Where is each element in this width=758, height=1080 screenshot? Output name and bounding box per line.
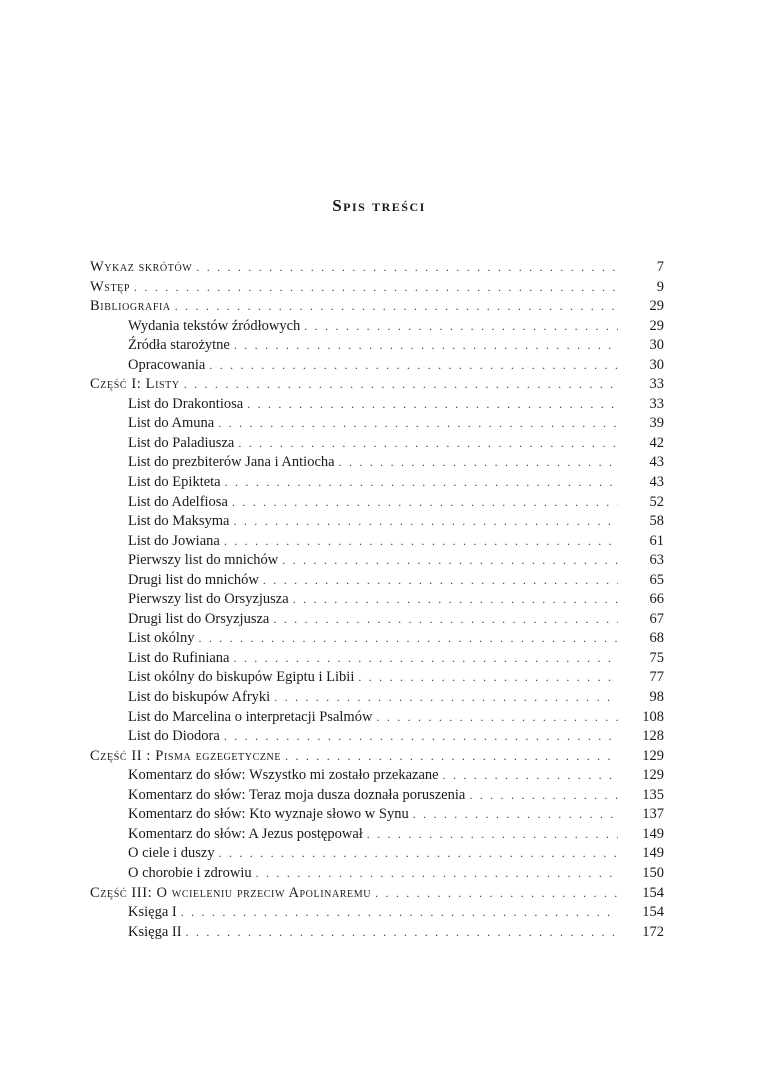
dot-leader: [224, 532, 618, 552]
dot-leader: [285, 747, 618, 767]
toc-entry[interactable]: [90, 668, 664, 688]
toc-entry-label: List do biskupów Afryki: [128, 689, 271, 706]
toc-page-number: 135: [642, 786, 664, 803]
dot-leader: [134, 278, 618, 298]
toc-entry-label: List do Epikteta: [128, 474, 221, 491]
dot-leader: [232, 493, 618, 513]
dot-leader: [274, 688, 618, 708]
toc-entry-label: List okólny do biskupów Egiptu i Libii: [128, 669, 355, 686]
toc-page-number: 65: [649, 571, 664, 588]
dot-leader: [273, 610, 618, 630]
toc-entry-label: Wydania tekstów źródłowych: [128, 317, 301, 334]
toc-page-number: 68: [649, 630, 664, 647]
toc-page-number: 42: [649, 434, 664, 451]
toc-page-number: 149: [642, 845, 664, 862]
toc-entry[interactable]: [90, 786, 664, 806]
toc-page-number: 67: [649, 610, 664, 627]
toc-page-number: 52: [649, 493, 664, 510]
toc-page-number: 98: [649, 689, 664, 706]
toc-entry-label: List do Amuna: [128, 415, 215, 432]
toc-page-number: 63: [649, 552, 664, 569]
toc-entry-label: List do Rufiniana: [128, 649, 230, 666]
toc-page-number: 29: [649, 298, 664, 315]
toc-entry-label: Część I: Listy: [90, 376, 180, 393]
page-title: Spis treści: [332, 196, 426, 215]
toc-entry[interactable]: [90, 825, 664, 845]
toc-page-number: 33: [649, 376, 664, 393]
toc-entry-label: List do Marcelina o interpretacji Psalmów: [128, 708, 373, 725]
dot-leader: [376, 708, 618, 728]
toc-entry-label: List do Maksyma: [128, 513, 230, 530]
dot-leader: [218, 414, 618, 434]
toc-entry[interactable]: [90, 571, 664, 591]
dot-leader: [413, 805, 618, 825]
toc-entry-label: List do Drakontiosa: [128, 395, 244, 412]
toc-entry-label: Wykaz skrótów: [90, 259, 193, 275]
toc-entry[interactable]: [90, 551, 664, 571]
toc-entry-label: Komentarz do słów: Kto wyznaje słowo w Synu: [128, 806, 409, 823]
toc-entry-wstep[interactable]: [90, 278, 664, 298]
dot-leader: [469, 786, 618, 806]
toc-entry[interactable]: [90, 493, 664, 513]
toc-entry-label: List do Paladiusza: [128, 434, 235, 451]
toc-entry[interactable]: [90, 590, 664, 610]
toc-entry-label: List okólny: [128, 630, 195, 647]
dot-leader: [184, 375, 618, 395]
toc-entry-czesc-1[interactable]: [90, 375, 664, 395]
toc-page-number: 9: [656, 278, 664, 295]
toc-page-number: 172: [642, 923, 664, 940]
dot-leader: [219, 844, 618, 864]
toc-entry[interactable]: [90, 453, 664, 473]
toc-page-number: 61: [649, 532, 664, 549]
toc-entry-label: Komentarz do słów: Wszystko mi zostało przekazane: [128, 767, 439, 784]
toc-entry-label: List do prezbiterów Jana i Antiocha: [128, 454, 335, 471]
toc-entry[interactable]: [90, 708, 664, 728]
toc-entry-wydania[interactable]: [90, 317, 664, 337]
dot-leader: [304, 317, 618, 337]
dot-leader: [293, 590, 618, 610]
toc-page-number: 149: [642, 825, 664, 842]
toc-entry[interactable]: [90, 923, 664, 943]
dot-leader: [175, 297, 618, 317]
toc-page-number: 33: [649, 395, 664, 412]
dot-leader: [186, 923, 618, 943]
toc-entry[interactable]: [90, 844, 664, 864]
toc-entry-czesc-3[interactable]: [90, 884, 664, 904]
toc-entry[interactable]: [90, 434, 664, 454]
toc-entry[interactable]: [90, 610, 664, 630]
toc-page-number: 58: [649, 513, 664, 530]
toc-page-number: 30: [649, 337, 664, 354]
toc-entry[interactable]: [90, 766, 664, 786]
toc-page-number: 75: [649, 649, 664, 666]
dot-leader: [256, 864, 618, 884]
dot-leader: [263, 571, 618, 591]
toc-page-number: 129: [642, 747, 664, 764]
toc-entry-label: Drugi list do mnichów: [128, 571, 259, 588]
toc-page-number: 30: [649, 356, 664, 373]
toc-entry-bibliografia[interactable]: [90, 297, 664, 317]
toc-page-number: 128: [642, 728, 664, 745]
toc-page-number: 108: [642, 708, 664, 725]
toc-page-number: 77: [649, 669, 664, 686]
toc-page-number: 154: [642, 884, 664, 901]
toc-entry-label: Część III: O wcieleniu przeciw Apolinaremu: [90, 884, 372, 901]
dot-leader: [367, 825, 618, 845]
toc-entry-label: List do Adelfiosa: [128, 493, 228, 510]
toc-entry[interactable]: [90, 395, 664, 415]
toc-page-number: 129: [642, 767, 664, 784]
dot-leader: [198, 629, 618, 649]
toc-page-number: 39: [649, 415, 664, 432]
table-of-contents: [90, 258, 664, 942]
dot-leader: [238, 434, 618, 454]
toc-entry[interactable]: [90, 649, 664, 669]
dot-leader: [282, 551, 618, 571]
toc-entry-label: Opracowania: [128, 356, 206, 373]
toc-entry-label: List do Diodora: [128, 728, 220, 745]
toc-page-number: 137: [642, 806, 664, 823]
dot-leader: [339, 453, 618, 473]
dot-leader: [358, 668, 618, 688]
toc-entry[interactable]: [90, 512, 664, 532]
toc-entry-label: Pierwszy list do mnichów: [128, 552, 279, 569]
toc-entry-label: Pierwszy list do Orsyzjusza: [128, 591, 289, 608]
dot-leader: [234, 512, 619, 532]
toc-entry[interactable]: [90, 903, 664, 923]
dot-leader: [181, 903, 618, 923]
toc-entry-label: Część II : Pisma egzegetyczne: [90, 747, 282, 764]
toc-page-number: 154: [642, 904, 664, 921]
toc-page-number: 66: [649, 591, 664, 608]
toc-entry[interactable]: [90, 414, 664, 434]
toc-entry-label: Wstęp: [90, 278, 131, 295]
toc-entry-label: Komentarz do słów: Teraz moja dusza doznała poruszenia: [128, 786, 466, 803]
dot-leader: [443, 766, 618, 786]
toc-entry[interactable]: [90, 532, 664, 552]
dot-leader: [234, 649, 619, 669]
toc-entry[interactable]: [90, 727, 664, 747]
toc-entry[interactable]: [90, 864, 664, 884]
dot-leader: [224, 727, 618, 747]
toc-entry-label: O chorobie i zdrowiu: [128, 864, 252, 881]
toc-page-number: 43: [649, 474, 664, 491]
toc-entry[interactable]: [90, 805, 664, 825]
toc-entry-label: Komentarz do słów: A Jezus postępował: [128, 825, 363, 842]
toc-entry-wykaz-skrotow[interactable]: [90, 258, 664, 278]
toc-entry-label: List do Jowiana: [128, 532, 220, 549]
toc-page-number: 29: [649, 317, 664, 334]
toc-page-number: 7: [656, 259, 664, 275]
dot-leader: [225, 473, 618, 493]
toc-entry-label: Księga II: [128, 923, 182, 940]
toc-entry-label: Źródła starożytne: [128, 337, 230, 354]
toc-page-number: 150: [642, 864, 664, 881]
dot-leader: [209, 356, 618, 376]
toc-entry[interactable]: [90, 473, 664, 493]
toc-entry-zrodla[interactable]: [90, 336, 664, 356]
toc-entry-czesc-2[interactable]: [90, 747, 664, 767]
dot-leader: [234, 336, 618, 356]
dot-leader: [196, 258, 618, 278]
toc-entry[interactable]: [90, 688, 664, 708]
toc-entry-opracowania[interactable]: [90, 356, 664, 376]
toc-entry-label: Bibliografia: [90, 298, 171, 315]
toc-entry-label: O ciele i duszy: [128, 845, 215, 862]
toc-entry-label: Księga I: [128, 904, 177, 921]
toc-page-number: 43: [649, 454, 664, 471]
toc-entry-label: Drugi list do Orsyzjusza: [128, 610, 270, 627]
dot-leader: [247, 395, 618, 415]
dot-leader: [375, 884, 618, 904]
toc-entry[interactable]: [90, 629, 664, 649]
